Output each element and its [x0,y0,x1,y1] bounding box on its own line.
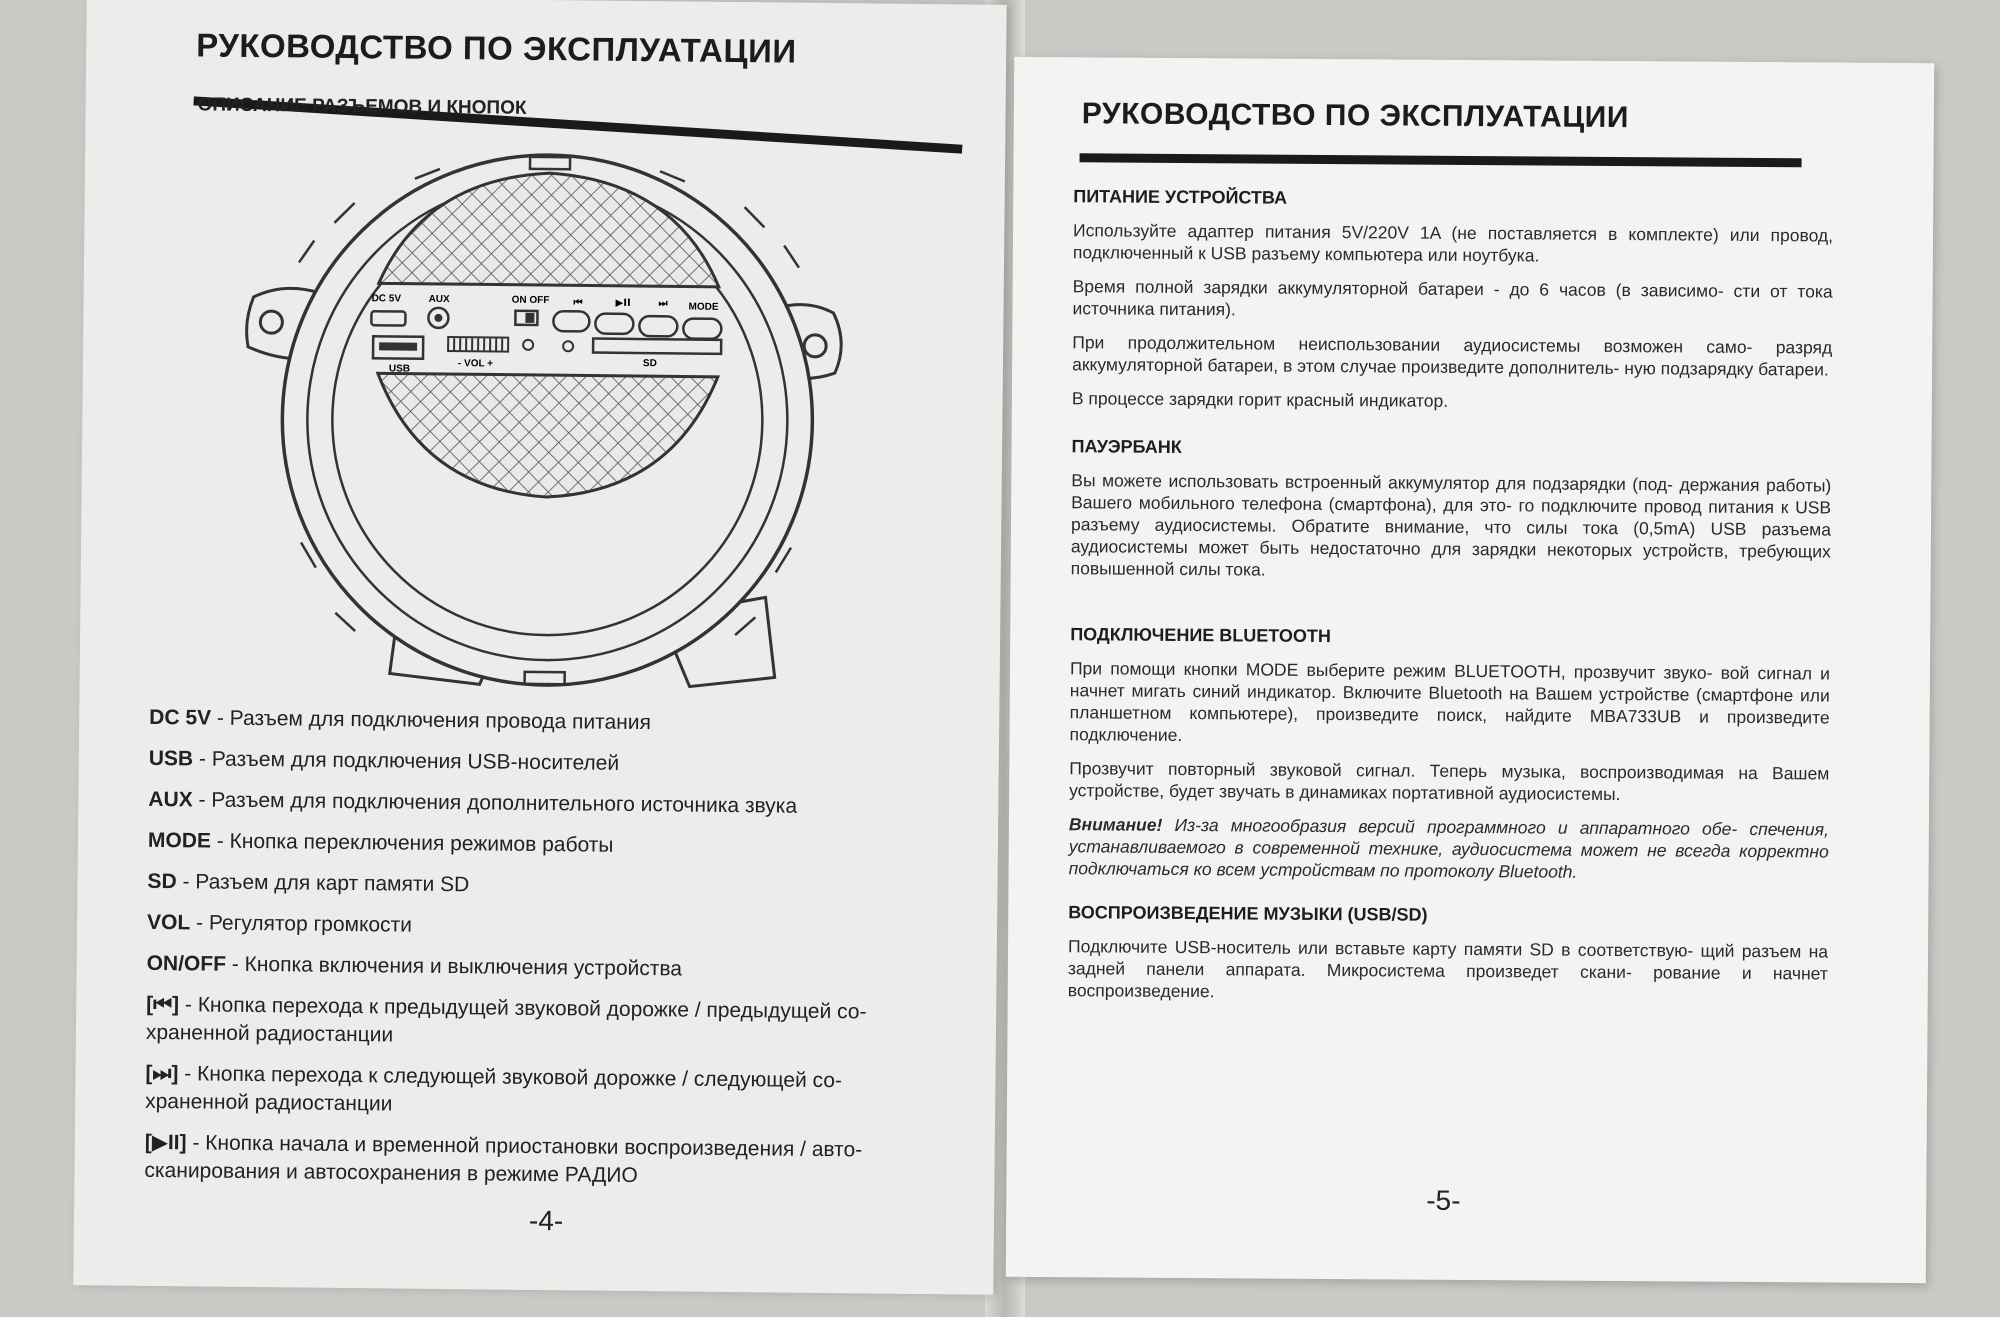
play-label: ▶II [615,297,631,309]
legend-key: ON/OFF [146,951,227,976]
instructions-column [1068,167,1834,1018]
page-right [1006,57,1934,1283]
page-title: РУКОВОДСТВО ПО ЭКСПЛУАТАЦИИ [1081,97,1629,135]
legend-key: DC 5V [149,705,212,730]
vol-label: - VOL + [457,358,494,370]
legend-key: SD [147,869,177,894]
section-title-music: ВОСПРОИЗВЕДЕНИЕ МУЗЫКИ (USB/SD) [1068,902,1428,925]
paragraph: В процессе зарядки горит красный индикатор. [1071,388,1449,411]
aux-label: AUX [428,293,450,306]
legend-text: - Разъем для карт памяти SD [176,870,470,897]
legend-text: - Кнопка переключения режимов работы [210,829,614,857]
legend-text: - Разъем для подключения дополнительного источника звука [192,788,798,818]
onoff-label: ON OFF [511,294,550,307]
legend-item [147,868,947,904]
page-left [73,0,1006,1295]
page-number: -5- [1426,1184,1461,1216]
legend-item [147,909,947,945]
section-title-powerbank: ПАУЭРБАНК [1071,436,1182,457]
page-number: -4- [528,1204,564,1237]
legend-item [146,950,946,986]
warning-text: Из-за многообразия версий программного и аппаратного обе- спечения, устанавливаемого в современной технике, аудиосистема может не всегда корректно подключаться ко всем устройствам по протоколу Bluetooth. [1068,814,1829,882]
legend-text: - Регулятор громкости [190,911,413,937]
paragraph: Используйте адаптер питания 5V/220V 1A (не поставляется в комплекте) или провод, подключенный к USB разъему компьютера или ноутбука. [1072,220,1834,266]
paragraph: При продолжительном неиспользовании аудиосистемы возможен само- разряд аккумуляторной батареи, в этом случае произведите дополнитель- ную подзарядку батареи. [1072,332,1833,380]
section-title-bluetooth: ПОДКЛЮЧЕНИЕ BLUETOOTH [1070,624,1332,647]
controls-legend [144,704,949,1206]
legend-item [145,1060,946,1124]
legend-text: - Разъем для подключения провода питания [210,706,652,735]
paragraph: Прозвучит повторный звуковой сигнал. Теперь музыка, воспроизводимая на Вашем устройстве, будет звучать в динамиках портативной аудиосистемы. [1069,758,1830,805]
warning-label: Внимание! [1068,814,1163,835]
paragraph: Подключите USB-носитель или вставьте карту памяти SD в соответствую- щий разъем на задней панели аппарата. Микросистема произведет скани- рование и начнет воспроизведение. [1067,936,1829,1002]
paragraph: Вы можете использовать встроенный аккумулятор для подзарядки (под- держания работы) Вашего мобильного телефона (смартфона), для это- го подключите провод питания к USB разъему аудиосистемы. Обратите внимание, что силы тока (0,5mA) USB разъема аудиосистемы может быть недостаточно для зарядки некоторых устройств, требующих повышенной силы тока. [1070,470,1832,580]
legend-key: USB [148,746,194,771]
legend-text: - Кнопка перехода к следующей звуковой дорожке / следующей со- храненной радиостанции [145,1062,843,1116]
legend-text: - Разъем для подключения USB-носителей [193,747,620,775]
legend-item [149,745,949,781]
paragraph: Время полной зарядки аккумуляторной батареи - до 6 часов (в зависимо- сти от тока источника питания). [1072,276,1833,320]
section-title-power: ПИТАНИЕ УСТРОЙСТВА [1073,186,1288,208]
legend-key: [⏭] [145,1061,179,1086]
legend-item [149,704,949,740]
legend-text: - Кнопка начала и временной приостановки воспроизведения / авто- сканирования и автосохранения в режиме РАДИО [144,1131,863,1188]
legend-key: MODE [147,828,212,853]
page-title: РУКОВОДСТВО ПО ЭКСПЛУАТАЦИИ [196,26,797,70]
prev-label: ⏮ [573,297,583,309]
legend-key: VOL [146,910,191,935]
legend-item [144,1129,945,1193]
mode-label: MODE [688,301,719,313]
legend-key: [▶II] [144,1130,187,1155]
warning-paragraph [1069,813,1829,884]
legend-text: - Кнопка перехода к предыдущей звуковой дорожке / предыдущей со- храненной радиостанции [145,993,867,1047]
header-rule [1080,153,1802,167]
legend-text: - Кнопка включения и выключения устройства [225,952,683,981]
sd-label: SD [642,358,657,370]
legend-item [148,827,948,863]
next-label: ⏭ [658,298,668,310]
legend-item [146,991,947,1055]
section-title: ОПИСАНИЕ РАЗЪЕМОВ И КНОПОК [197,94,527,119]
legend-key: AUX [148,787,193,812]
legend-item [148,786,948,822]
legend-key: [⏮] [146,992,180,1017]
usb-label: USB [388,363,411,375]
paragraph: При помощи кнопки MODE выберите режим BLUETOOTH, прозвучит звуко- вой сигнал и начнет мигать синий индикатор. Включите Bluetooth на Вашем устройстве (смартфоне или планшетном компьютере), произведите поиск, найдите MBA733UB и произведите подключение. [1069,658,1831,745]
dc-label: DC 5V [371,293,402,305]
speaker-diagram [219,122,865,704]
